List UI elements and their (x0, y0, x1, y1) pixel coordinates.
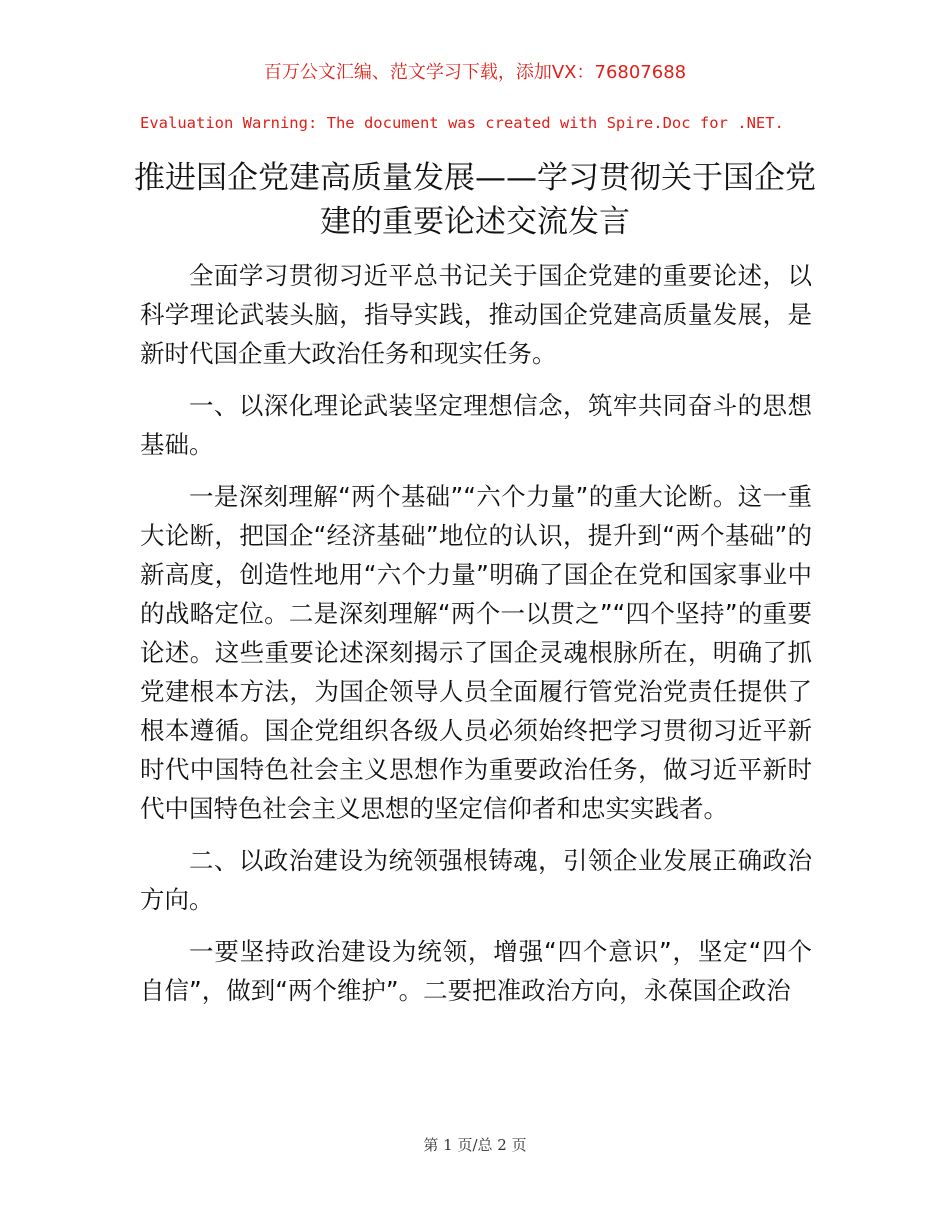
document-body (140, 256, 812, 1023)
evaluation-warning: Evaluation Warning: The document was created with Spire.Doc for .NET. (140, 114, 784, 132)
section-heading: 一、以深化理论武装坚定理想信念，筑牢共同奋斗的思想基础。 (140, 391, 812, 459)
paragraph: 全面学习贯彻习近平总书记关于国企党建的重要论述，以科学理论武装头脑，指导实践，推动国企党建高质量发展，是新时代国企重大政治任务和现实任务。 (140, 261, 812, 368)
section-heading: 二、以政治建设为统领强根铸魂，引领企业发展正确政治方向。 (140, 846, 812, 914)
paragraph: 一要坚持政治建设为统领，增强“四个意识”，坚定“四个自信”，做到“两个维护”。二要把准政治方向，永葆国企政治 (140, 937, 812, 1005)
page-indicator: 第 1 页/总 2 页 (423, 1136, 527, 1154)
document-title: 推进国企党建高质量发展——学习贯彻关于国企党建的重要论述交流发言 (134, 160, 816, 240)
header-banner: 百万公文汇编、范文学习下载，添加VX：76807688 (263, 62, 687, 83)
paragraph: 一是深刻理解“两个基础”“六个力量”的重大论断。这一重大论断，把国企“经济基础”地位的认识，提升到“两个基础”的新高度，创造性地用“六个力量”明确了国企在党和国家事业中的战略定位。二是深刻理解“两个一以贯之”“四个坚持”的重要论述。这些重要论述深刻揭示了国企灵魂根脉所在，明确了抓党建根本方法，为国企领导人员全面履行管党治党责任提供了根本遵循。国企党组织各级人员必须始终把学习贯彻习近平新时代中国特色社会主义思想作为重要政治任务，做习近平新时代中国特色社会主义思想的坚定信仰者和忠实实践者。 (140, 482, 812, 823)
